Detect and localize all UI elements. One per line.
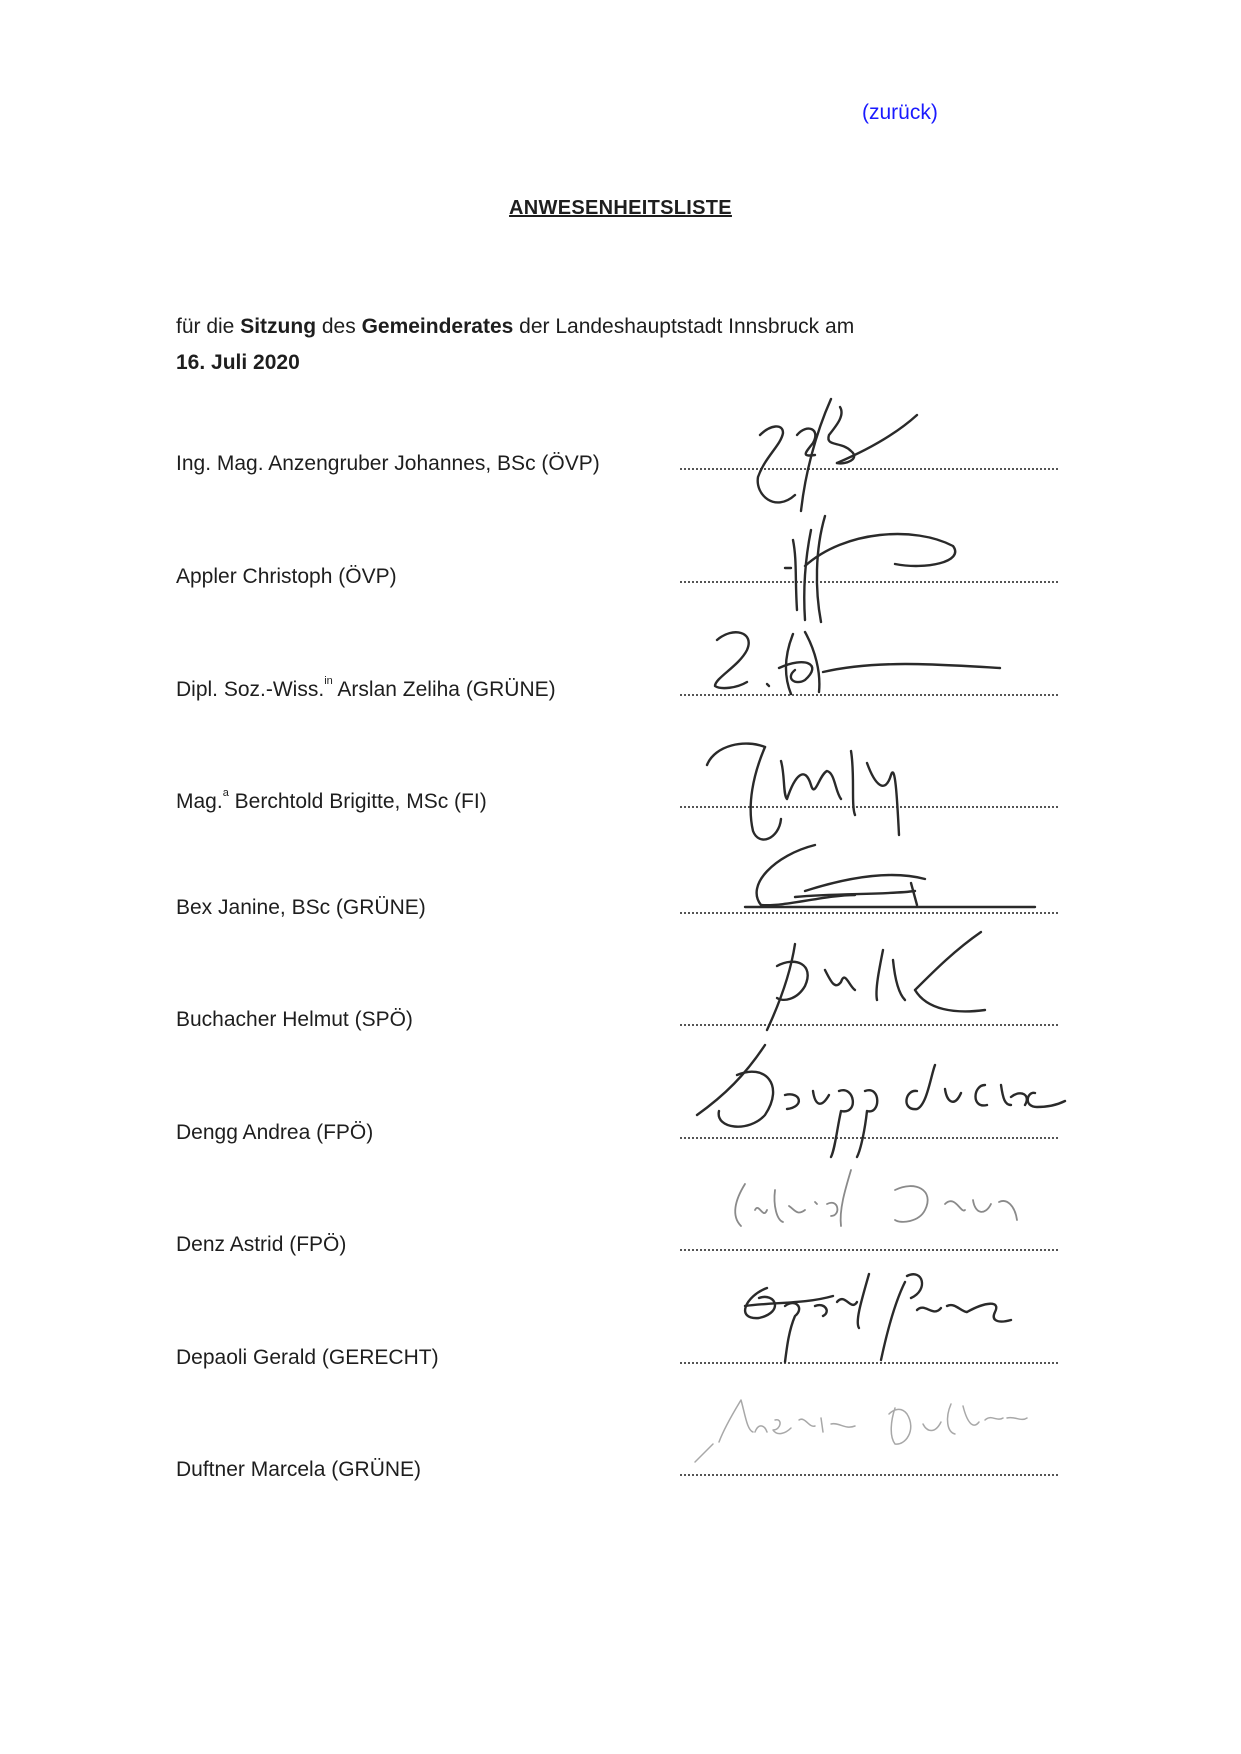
attendee-name: Depaoli Gerald (GERECHT) <box>176 1346 439 1369</box>
back-link[interactable]: (zurück) <box>862 101 938 124</box>
signature-buchacher <box>655 930 1135 1042</box>
attendee-name: Duftner Marcela (GRÜNE) <box>176 1458 422 1481</box>
intro-part3: der Landeshauptstadt Innsbruck am <box>513 315 855 338</box>
meeting-date: 16. Juli 2020 <box>176 351 300 374</box>
intro-bold-sitzung: Sitzung <box>240 315 317 338</box>
attendee-name <box>176 675 556 702</box>
attendee-name: Buchacher Helmut (SPÖ) <box>176 1008 413 1031</box>
signature-arslan <box>655 620 1135 732</box>
signature-depaoli <box>655 1262 1135 1374</box>
attendee-name-sup: in <box>324 675 333 687</box>
attendee-name-pre: Dipl. Soz.-Wiss. <box>176 678 325 701</box>
signature-anzengruber <box>655 395 1135 507</box>
intro-part2: des <box>316 315 362 338</box>
signature-berchtold <box>655 735 1135 847</box>
attendee-name-pre: Mag. <box>176 790 223 813</box>
attendee-name: Dengg Andrea (FPÖ) <box>176 1121 374 1144</box>
attendee-name <box>176 787 487 814</box>
attendee-name: Bex Janine, BSc (GRÜNE) <box>176 896 426 919</box>
signature-dengg <box>655 1045 1135 1157</box>
attendee-name: Denz Astrid (FPÖ) <box>176 1233 347 1256</box>
attendee-name-sup: a <box>222 787 229 799</box>
signature-denz <box>655 1150 1135 1262</box>
attendee-name-post: Arslan Zeliha (GRÜNE) <box>332 678 556 701</box>
attendee-name-post: Berchtold Brigitte, MSc (FI) <box>228 790 487 813</box>
attendee-name: Appler Christoph (ÖVP) <box>176 565 397 588</box>
signature-duftner <box>655 1370 1135 1482</box>
intro-text <box>176 309 1076 381</box>
signature-appler <box>655 510 1135 622</box>
intro-part1: für die <box>176 315 241 338</box>
intro-bold-gemeinderat: Gemeinderates <box>361 315 514 338</box>
attendee-name: Ing. Mag. Anzengruber Johannes, BSc (ÖVP) <box>176 452 600 475</box>
document-title: ANWESENHEITSLISTE <box>509 197 732 219</box>
